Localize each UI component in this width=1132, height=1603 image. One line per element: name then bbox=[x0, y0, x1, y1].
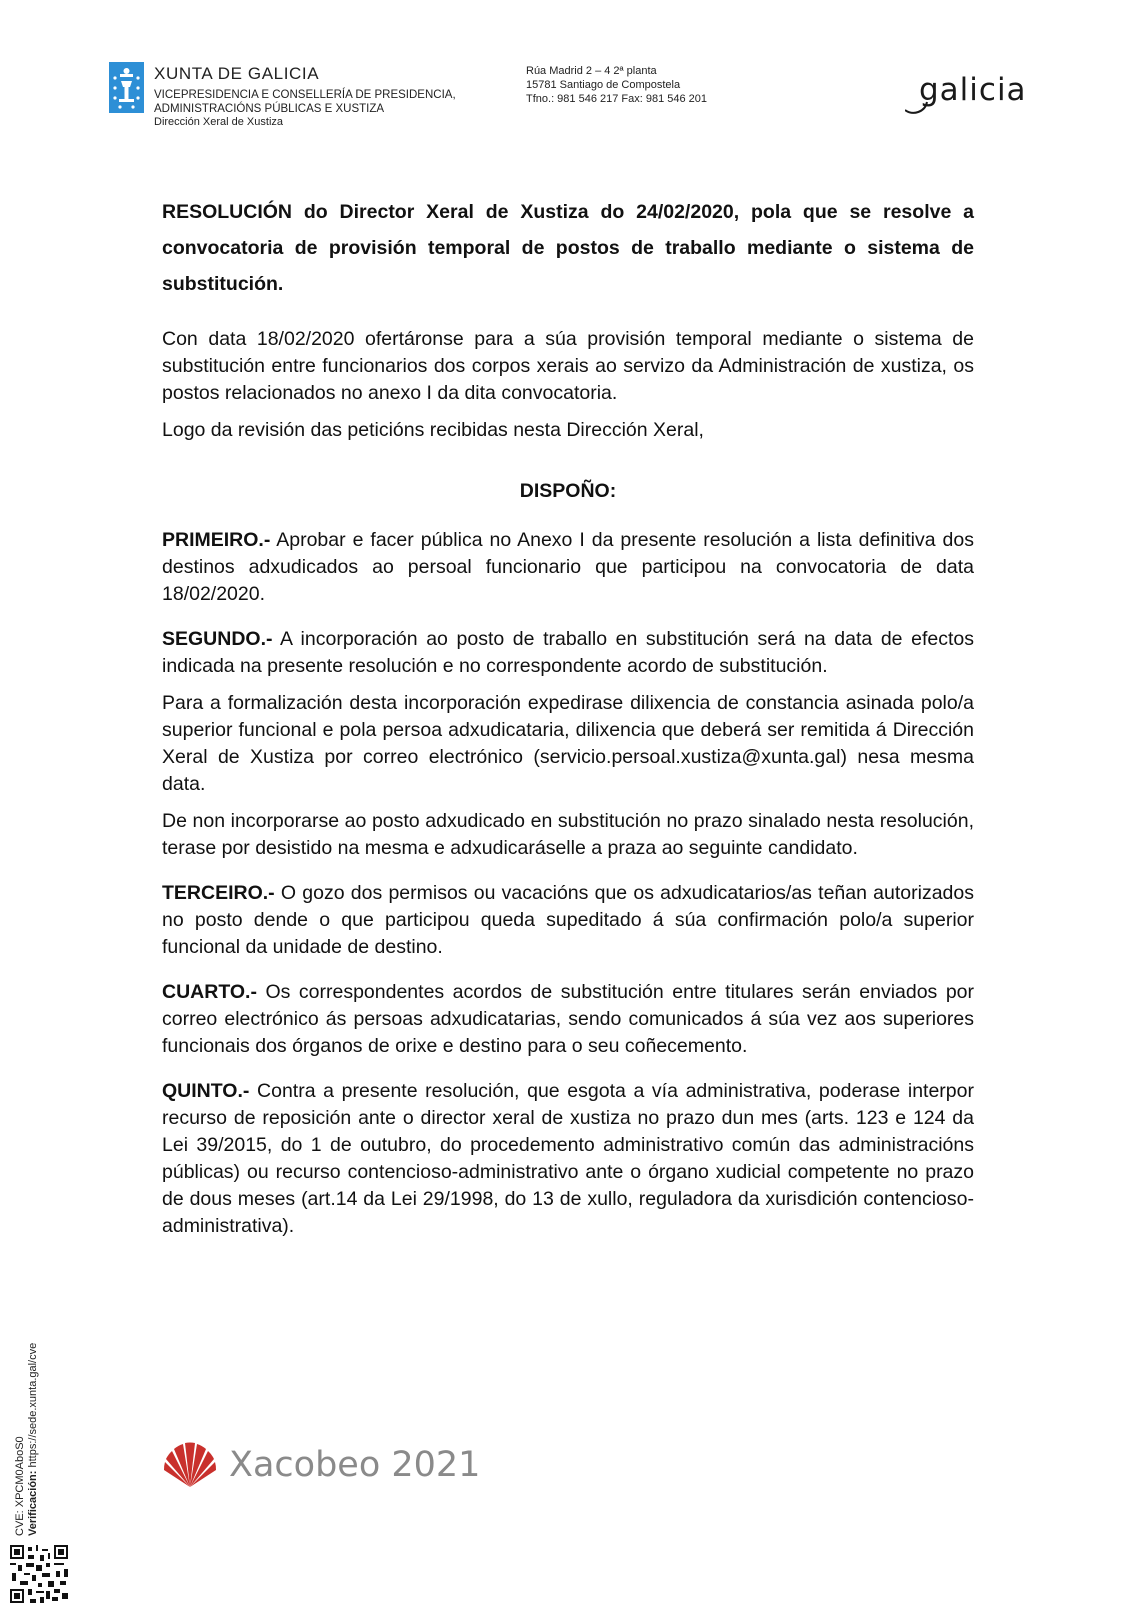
department-line-1: VICEPRESIDENCIA E CONSELLERÍA DE PRESIDENCIA, bbox=[154, 89, 456, 101]
verification-line bbox=[27, 1343, 40, 1536]
primeiro-label: PRIMEIRO.- bbox=[162, 529, 271, 551]
cuarto-paragraph bbox=[162, 979, 974, 1060]
xacobeo-logo bbox=[162, 1437, 481, 1497]
address-line-1: Rúa Madrid 2 – 4 2ª planta bbox=[526, 65, 657, 77]
cuarto-text: Os correspondentes acordos de substitución entre titulares serán enviados por correo electrónico ás persoas adxudicatarias, sendo comunicados á súa vez aos superiores funcionais dos órganos de orixe e destino para o seu coñecemento. bbox=[162, 981, 974, 1057]
segundo-label: SEGUNDO.- bbox=[162, 628, 273, 650]
segundo-formalization-paragraph: Para a formalización desta incorporación expedirase dilixencia de constancia asinada polo/a superior funcional e pola persoa adxudicataria, dilixencia que deberá ser remitida á Dirección Xeral de Xustiza por correo electrónico (servicio.persoal.xustiza@xunta.gal) nesa mesma data. bbox=[162, 692, 974, 795]
cve-verification bbox=[4, 1340, 44, 1540]
cve-text-block bbox=[14, 1343, 40, 1536]
quinto-paragraph bbox=[162, 1078, 974, 1240]
address-phone-fax: Tfno.: 981 546 217 Fax: 981 546 201 bbox=[526, 93, 708, 105]
galicia-logo bbox=[905, 70, 1045, 120]
xunta-emblem-icon bbox=[109, 62, 144, 113]
directorate-name: Dirección Xeral de Xustiza bbox=[154, 116, 284, 128]
cuarto-label: CUARTO.- bbox=[162, 981, 257, 1003]
xacobeo-shell-icon bbox=[162, 1437, 218, 1493]
resolution-title: RESOLUCIÓN do Director Xeral de Xustiza do 24/02/2020, pola que se resolve a convocatoria de provisión temporal de postos de traballo mediante o sistema de substitución. bbox=[162, 201, 974, 295]
quinto-label: QUINTO.- bbox=[162, 1080, 250, 1102]
cve-code: CVE: XPCM0AboS0 bbox=[14, 1436, 26, 1536]
terceiro-label: TERCEIRO.- bbox=[162, 882, 275, 904]
department-name bbox=[154, 88, 456, 116]
xacobeo-text: Xacobeo 2021 bbox=[229, 1445, 481, 1485]
terceiro-text: O gozo dos permisos ou vacacións que os adxudicatarios/as teñan autorizados no posto dende o que participou queda supeditado á súa confirmación polo/a superior funcional da unidade de destino. bbox=[162, 882, 974, 958]
galicia-logo-text: galicia bbox=[919, 72, 1027, 108]
address-line-2: 15781 Santiago de Compostela bbox=[526, 79, 681, 91]
quinto-text: Contra a presente resolución, que esgota a vía administrativa, poderase interpor recurso de reposición ante o director xeral de xustiza no prazo dun mes (arts. 123 e 124 da Lei 39/2015, do 1 de outubro, do procedemento administrativo común das administracións públicas) ou recurso contencioso-administrativo ante o órgano xudicial competente no prazo de dous meses (art.14 da Lei 29/1998, do 13 de xullo, reguladora da xurisdición contencioso-administrativa). bbox=[162, 1080, 974, 1237]
primeiro-paragraph bbox=[162, 527, 974, 608]
xunta-logo-block bbox=[109, 62, 469, 130]
org-title: XUNTA DE GALICIA bbox=[154, 64, 320, 83]
verification-label: Verificación: bbox=[27, 1470, 39, 1536]
resolution-body bbox=[162, 194, 974, 1250]
qr-code-icon bbox=[10, 1545, 68, 1603]
terceiro-paragraph bbox=[162, 880, 974, 961]
intro-paragraph: Con data 18/02/2020 ofertáronse para a súa provisión temporal mediante o sistema de substitución entre funcionarios dos corpos xerais ao servizo da Administración de xustiza, os postos relacionados no anexo I da dita convocatoria. bbox=[162, 328, 974, 404]
primeiro-text: Aprobar e facer pública no Anexo I da presente resolución a lista definitiva dos destinos adxudicados ao persoal funcionario que participou na convocatoria de data 18/02/2020. bbox=[162, 529, 974, 605]
segundo-text: A incorporación ao posto de traballo en substitución será na data de efectos indicada na presente resolución e no correspondente acordo de substitución. bbox=[162, 628, 974, 677]
verification-url: https://sede.xunta.gal/cve bbox=[27, 1342, 39, 1468]
intro-review-paragraph: Logo da revisión das peticións recibidas nesta Dirección Xeral, bbox=[162, 419, 704, 441]
department-line-2: ADMINISTRACIÓNS PÚBLICAS E XUSTIZA bbox=[154, 103, 385, 115]
dispono-heading: DISPOÑO: bbox=[519, 480, 617, 502]
segundo-paragraph bbox=[162, 626, 974, 680]
segundo-non-incorporation-paragraph: De non incorporarse ao posto adxudicado en substitución no prazo sinalado nesta resolución, terase por desistido na mesma e adxudicaráselle a praza ao seguinte candidato. bbox=[162, 810, 974, 859]
address-block bbox=[526, 64, 707, 106]
